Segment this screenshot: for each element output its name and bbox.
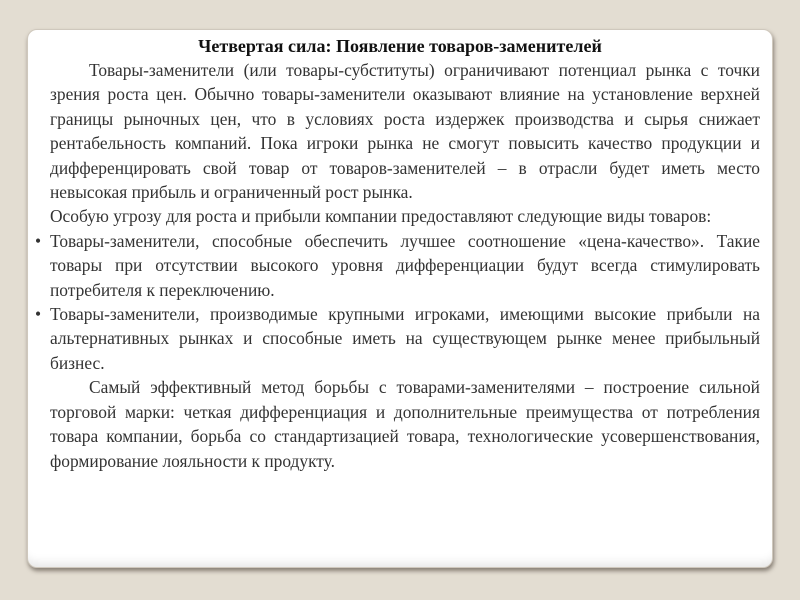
threats-lead-paragraph: Особую угрозу для роста и прибыли компании предоставляют следующие виды товаров: bbox=[50, 206, 712, 227]
bullet-item-large-players bbox=[34, 302, 760, 375]
bullet-icon: • bbox=[34, 230, 42, 251]
bullet-icon: • bbox=[34, 304, 42, 325]
intro-paragraph: Товары-заменители (или товары-субституты) ограничивают потенциал рынка с точки зрения роста цен. Обычно товары-заменители оказывают влияние на установление верхней границы рыночных цен, что в условиях роста издержек производства и сырья снижает рентабельность компаний. Пока игроки рынка не смогут повысить качество продукции и дифференцировать свой товар от товаров-заменителей – в отрасли будет иметь место невысокая прибыль и ограниченный рост рынка. bbox=[50, 60, 760, 203]
bullet-text: Товары-заменители, производимые крупными игроками, имеющими высокие прибыли на альтернативных рынках и способные иметь на существующем рынке менее прибыльный бизнес. bbox=[50, 304, 760, 373]
bullet-item-price-quality bbox=[34, 229, 760, 302]
closing-paragraph: Самый эффективный метод борьбы с товарами-заменителями – построение сильной торговой марки: четкая дифференциация и дополнительные преимущества от потребления товара компании, борьба со стандартизацией товара, технологические усовершенствования, формирование лояльности к продукту. bbox=[50, 377, 760, 471]
slide-title: Четвертая сила: Появление товаров-заменителей bbox=[198, 36, 602, 56]
bullet-text: Товары-заменители, способные обеспечить лучшее соотношение «цена-качество». Такие товары при отсутствии высокого уровня дифференциации будут всегда стимулировать потребителя к переключению. bbox=[50, 230, 760, 300]
content-card bbox=[27, 29, 773, 568]
text-body bbox=[34, 34, 760, 473]
